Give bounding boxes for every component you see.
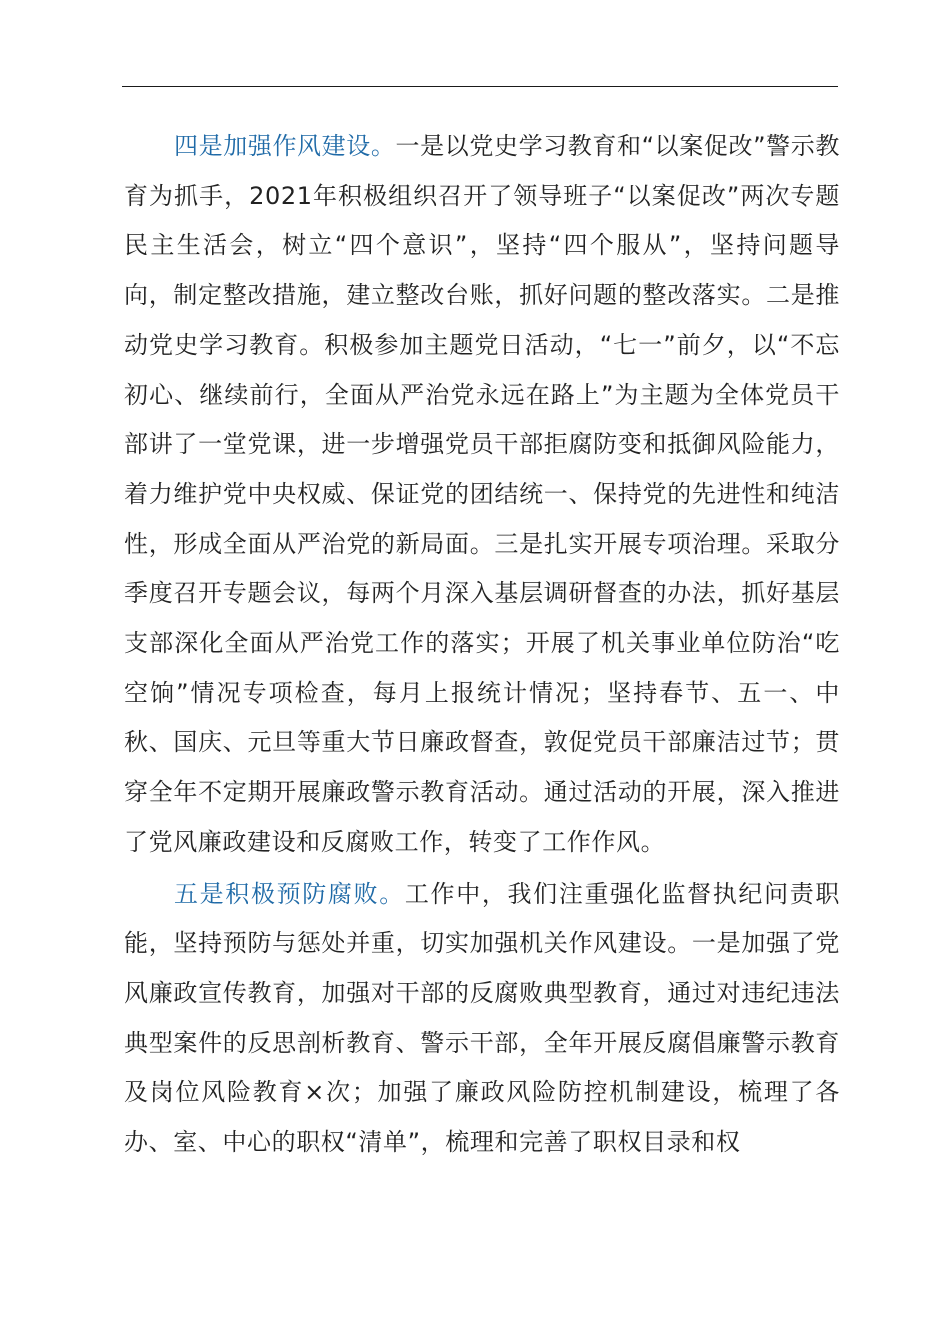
section-4-heading: 四是加强作风建设。: [174, 132, 396, 160]
header-rule: [122, 86, 838, 87]
section-4-body: 一是以党史学习教育和“以案促改”警示教育为抓手，2021年积极组织召开了领导班子“以案促改”两次专题民主生活会，树立“四个意识”，坚持“四个服从”，坚持问题导向，制定整改措施，建立整改台账，抓好问题的整改落实。二是推动党史学习教育。积极参加主题党日活动，“七一”前夕，以“不忘初心、继续前行，全面从严治党永远在路上”为主题为全体党员干部讲了一堂党课，进一步增强党员干部拒腐防变和抵御风险能力，着力维护党中央权威、保证党的团结统一、保持党的先进性和纯洁性，形成全面从严治党的新局面。三是扎实开展专项治理。采取分季度召开专题会议，每两个月深入基层调研督查的办法，抓好基层支部深化全面从严治党工作的落实；开展了机关事业单位防治“吃空饷”情况专项检查，每月上报统计情况；坚持春节、五一、中秋、国庆、元旦等重大节日廉政督查，敦促党员干部廉洁过节；贯穿全年不定期开展廉政警示教育活动。通过活动的开展，深入推进了党风廉政建设和反腐败工作，转变了工作作风。: [124, 132, 840, 856]
section-5-body: 工作中，我们注重强化监督执纪问责职能，坚持预防与惩处并重，切实加强机关作风建设。一是加强了党风廉政宣传教育，加强对干部的反腐败典型教育，通过对违纪违法典型案件的反思剖析教育、警示干部，全年开展反腐倡廉警示教育及岗位风险教育×次；加强了廉政风险防控机制建设，梳理了各办、室、中心的职权“清单”，梳理和完善了职权目录和权: [124, 879, 840, 1157]
document-body: [124, 122, 840, 1168]
paragraph-section-5: [124, 870, 840, 1168]
section-5-heading: 五是积极预防腐败。: [174, 879, 405, 908]
paragraph-section-4: [124, 122, 840, 868]
